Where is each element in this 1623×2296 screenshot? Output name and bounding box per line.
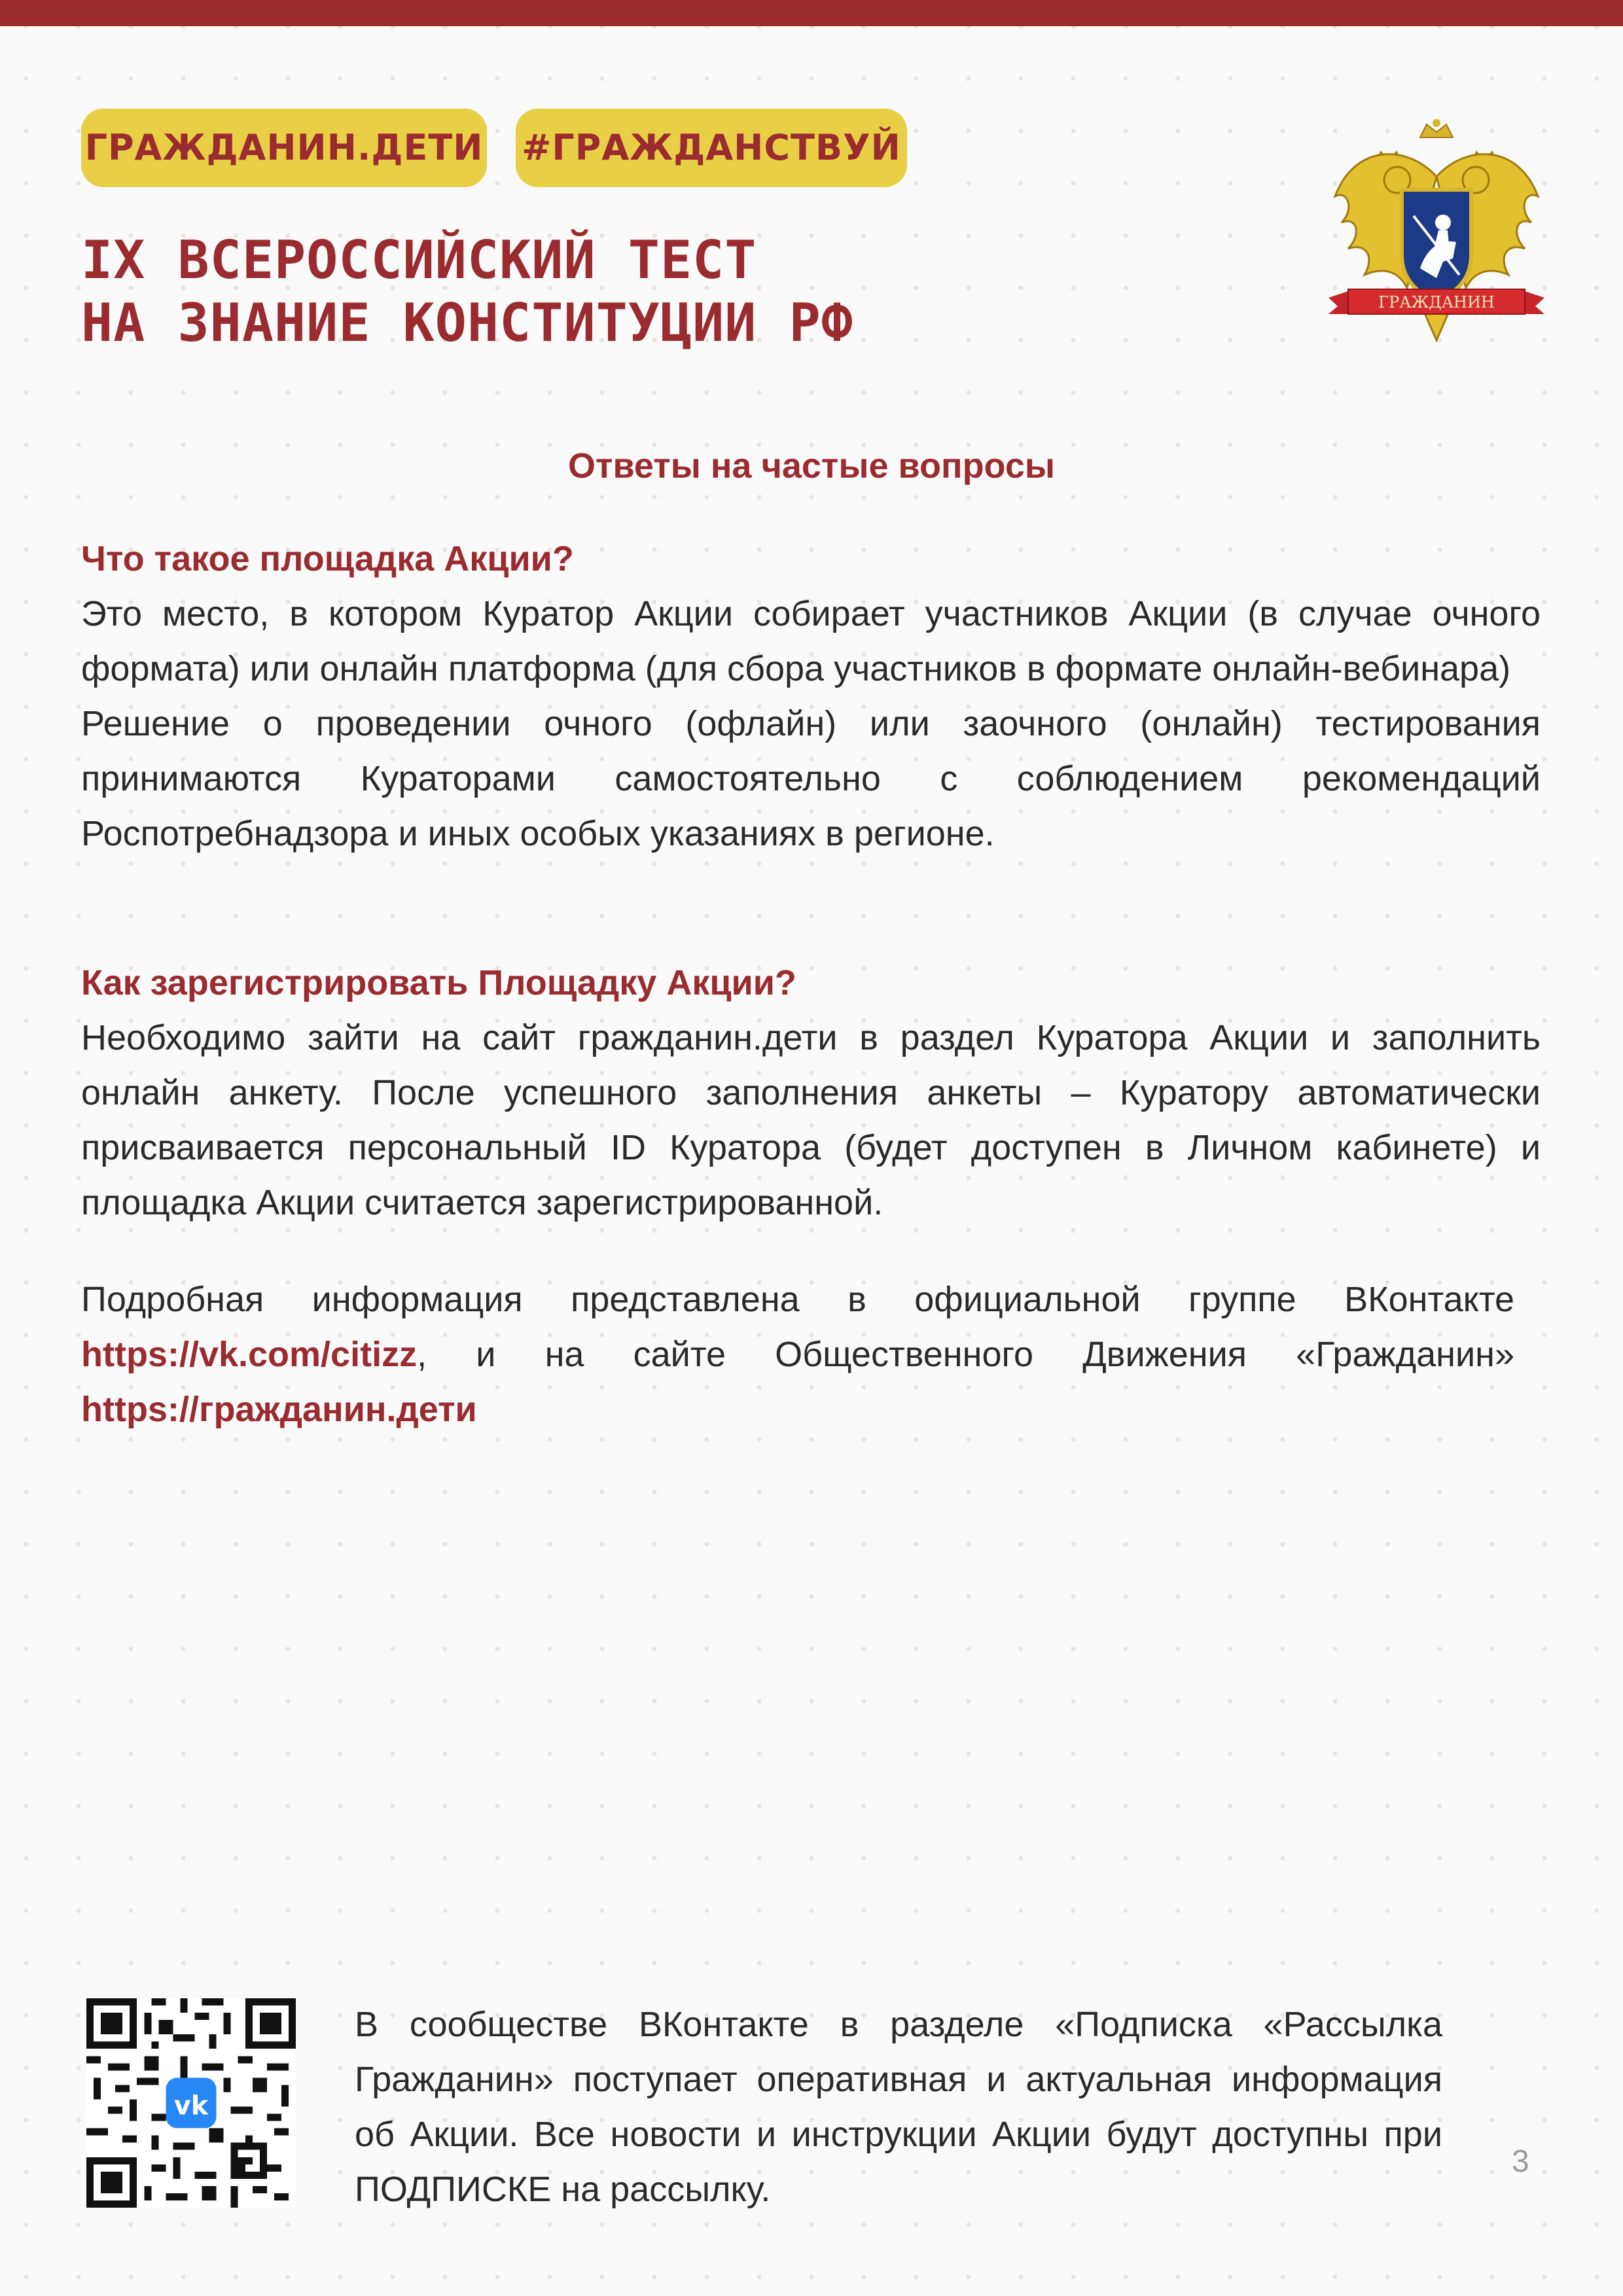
title-line-1: IX ВСЕРОССИЙСКИЙ ТЕСТ [81,230,757,291]
site-link[interactable]: https://гражданин.дети [81,1390,477,1429]
tag-grazhdanin-deti[interactable]: ГРАЖДАНИН.ДЕТИ [81,109,487,187]
more-info-links-line [81,1327,1514,1382]
more-info-middle-text: , и на сайте Общественного Движения «Гражданин» [417,1335,1514,1374]
vk-badge-text: vk [173,2091,209,2121]
vk-group-link[interactable]: https://vk.com/citizz [81,1335,418,1374]
faq-question: Что такое площадка Акции? [81,539,574,578]
more-info-line: Подробная информация представлена в официальной группе ВКонтакте [81,1280,1514,1319]
top-accent-bar [0,0,1623,26]
faq-item [81,955,1541,1230]
vk-subscription-note [355,1997,1442,2217]
faq-answer-paragraph: Это место, в котором Куратор Акции собирает участников Акции (в случае очного формата) или онлайн платформа (для сбора участников в формате онлайн-вебинара) [81,594,1541,688]
faq-answer-paragraph: Решение о проведении очного (офлайн) или заочного (онлайн) тестирования принимаются Кураторами самостоятельно с соблюдением рекомендаций Роспотребнадзора и иных особых указаниях в регионе. [81,704,1541,853]
faq-question: Как зарегистрировать Площадку Акции? [81,963,796,1002]
title-line-2: НА ЗНАНИЕ КОНСТИТУЦИИ РФ [81,292,853,353]
double-headed-eagle-emblem [1329,118,1544,353]
vk-qr-code[interactable] [86,1998,296,2208]
more-info-site-line [81,1382,1514,1437]
page-number: 3 [1512,2144,1529,2179]
vk-subscription-text: В сообществе ВКонтакте в разделе «Подписка «Рассылка Гражданин» поступает оперативная и актуальная информация об Акции. Все новости и инструкции Акции будут доступны при ПОДПИСКЕ на рассылку. [355,2005,1442,2209]
section-title: Ответы на частые вопросы [568,446,1055,486]
vk-logo-icon [166,2077,216,2128]
faq-answer-paragraph: Необходимо зайти на сайт гражданин.дети в раздел Куратора Акции и заполнить онлайн анкету. После успешного заполнения анкеты – Куратору автоматически присваивается персональный ID Куратора (будет доступен в Личном кабинете) и площадка Акции считается зарегистрированной. [81,1018,1541,1222]
document-title [81,229,853,355]
more-info-block [81,1272,1514,1437]
emblem-ribbon-text: ГРАЖДАНИН [1378,293,1495,311]
faq-item [81,531,1541,861]
tag-hashtag[interactable]: #ГРАЖДАНСТВУЙ [516,109,907,187]
